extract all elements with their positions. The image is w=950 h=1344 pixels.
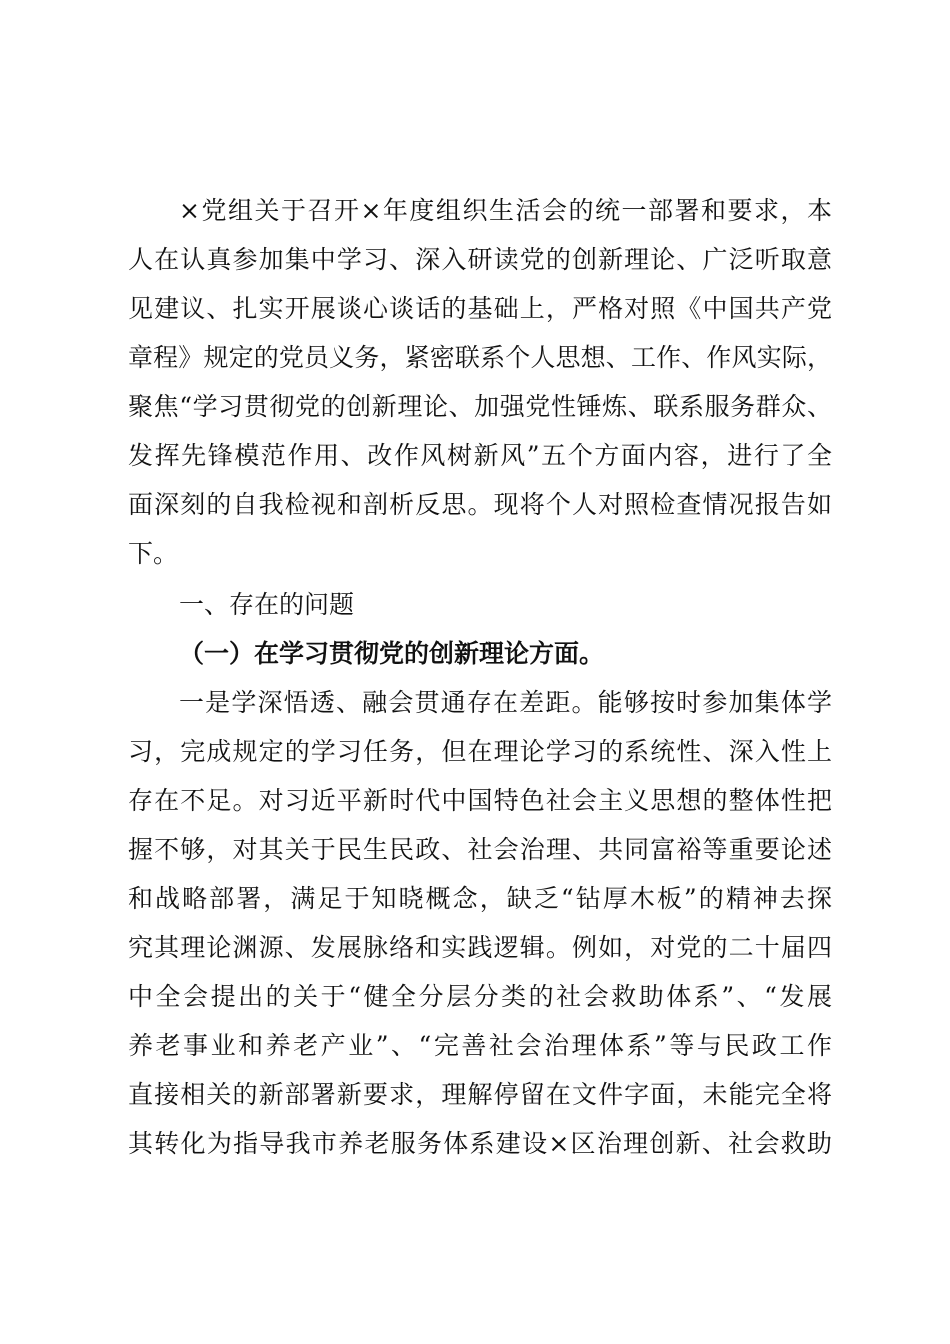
body-line: 养老事业和养老产业”、“完善社会治理体系”等与民政工作	[128, 1031, 832, 1060]
section-heading: 一、存在的问题	[179, 590, 355, 619]
intro-line: 面深刻的自我检视和剖析反思。现将个人对照检查情况报告如	[128, 490, 832, 519]
intro-line: 章程》规定的党员义务，紧密联系个人思想、工作、作风实际，	[128, 343, 832, 372]
body-line: 握不够，对其关于民生民政、社会治理、共同富裕等重要论述	[128, 835, 832, 864]
subsection-heading: （一）在学习贯彻党的创新理论方面。	[179, 639, 605, 668]
body-line: 习，完成规定的学习任务，但在理论学习的系统性、深入性上	[128, 737, 832, 766]
body-line: 直接相关的新部署新要求，理解停留在文件字面，未能完全将	[128, 1080, 832, 1109]
intro-line: 人在认真参加集中学习、深入研读党的创新理论、广泛听取意	[128, 245, 832, 274]
body-line: 中全会提出的关于“健全分层分类的社会救助体系”、“发展	[128, 982, 832, 1011]
body-line: 一是学深悟透、融会贯通存在差距。能够按时参加集体学	[179, 688, 832, 717]
body-line: 究其理论渊源、发展脉络和实践逻辑。例如，对党的二十届四	[128, 933, 832, 962]
intro-line: 下。	[128, 539, 179, 568]
intro-line: 发挥先锋模范作用、改作风树新风”五个方面内容，进行了全	[128, 441, 832, 470]
intro-line: ×党组关于召开×年度组织生活会的统一部署和要求，本	[179, 196, 832, 225]
intro-line: 见建议、扎实开展谈心谈话的基础上，严格对照《中国共产党	[128, 294, 832, 323]
body-line: 存在不足。对习近平新时代中国特色社会主义思想的整体性把	[128, 786, 832, 815]
intro-line: 聚焦“学习贯彻党的创新理论、加强党性锤炼、联系服务群众、	[128, 392, 832, 421]
body-line: 和战略部署，满足于知晓概念，缺乏“钻厚木板”的精神去探	[128, 884, 832, 913]
body-line: 其转化为指导我市养老服务体系建设×区治理创新、社会救助	[128, 1129, 832, 1158]
document-body	[128, 186, 832, 1168]
